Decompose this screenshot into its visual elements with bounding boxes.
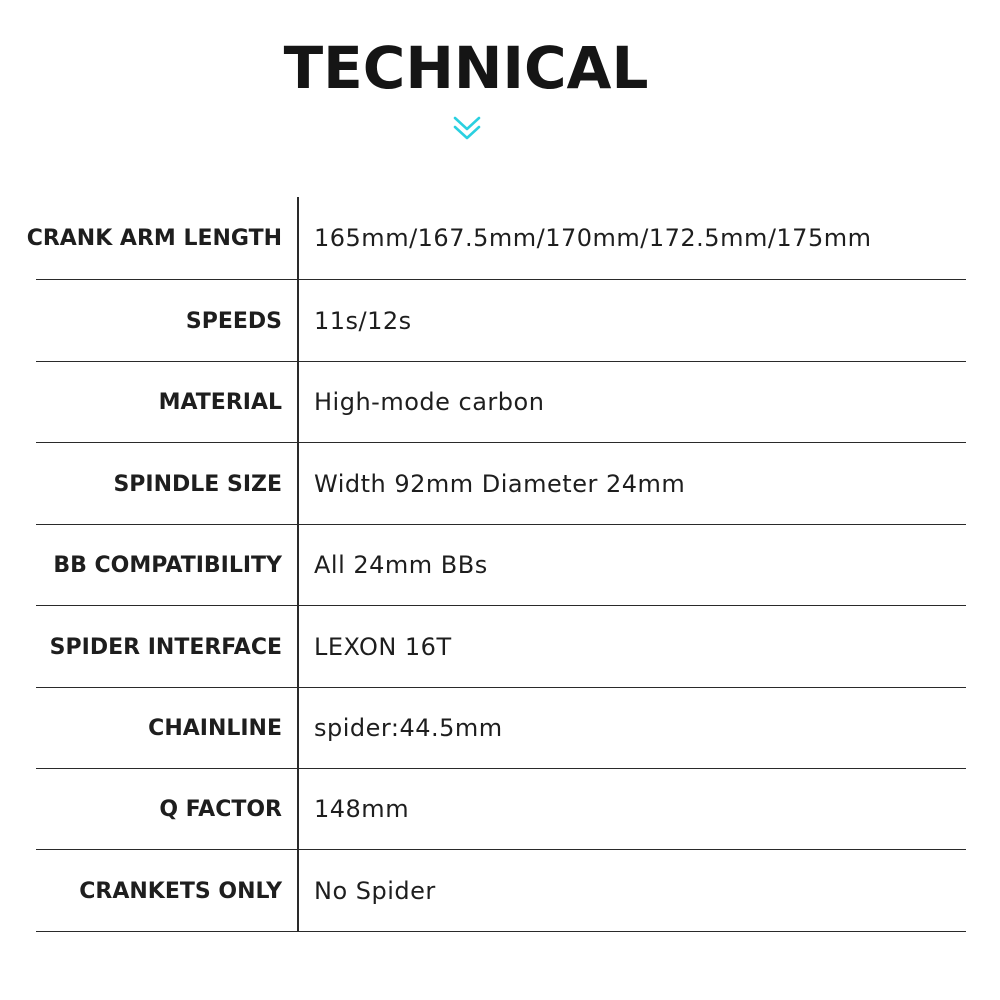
spec-value: 148mm (314, 795, 410, 823)
spec-value: No Spider (314, 877, 436, 905)
spec-label: SPEEDS (185, 308, 282, 334)
spec-value: 165mm/167.5mm/170mm/172.5mm/175mm (314, 224, 872, 252)
spec-row (36, 607, 966, 688)
spec-value: spider:44.5mm (314, 714, 503, 742)
spec-label: CHAINLINE (148, 715, 282, 741)
spec-value: High-mode carbon (314, 388, 545, 416)
spec-row (36, 769, 966, 850)
spec-row (36, 688, 966, 769)
double-chevron-down-icon (452, 114, 482, 144)
spec-label: SPINDLE SIZE (113, 471, 282, 497)
spec-value: LEXON 16T (314, 633, 452, 661)
spec-label: CRANK ARM LENGTH (26, 225, 282, 251)
spec-row (36, 851, 966, 932)
spec-row (26, 197, 966, 280)
spec-label: SPIDER INTERFACE (49, 634, 282, 660)
spec-value: All 24mm BBs (314, 551, 488, 579)
spec-value: Width 92mm Diameter 24mm (314, 470, 686, 498)
spec-row (36, 525, 966, 606)
spec-label: BB COMPATIBILITY (53, 552, 282, 578)
spec-label: MATERIAL (158, 389, 282, 415)
spec-row (36, 444, 966, 525)
spec-value: 11s/12s (314, 307, 412, 335)
page-title: TECHNICAL (283, 34, 649, 102)
spec-row (36, 362, 966, 443)
spec-label: Q FACTOR (159, 796, 282, 822)
spec-label: CRANKETS ONLY (79, 878, 282, 904)
spec-row (36, 281, 966, 362)
